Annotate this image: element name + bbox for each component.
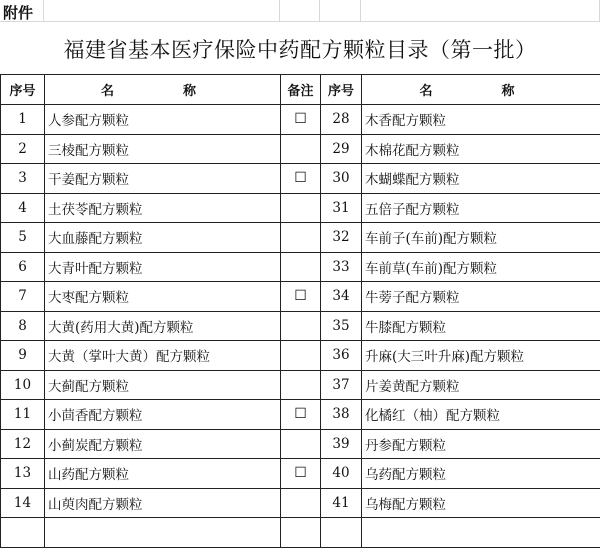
- seq-cell[interactable]: 3: [1, 164, 45, 194]
- header-remark[interactable]: 备注: [281, 75, 321, 105]
- name-cell-2[interactable]: 木蝴蝶配方颗粒: [362, 164, 600, 194]
- remark-checkbox-cell[interactable]: [281, 488, 321, 518]
- name-cell[interactable]: 大蓟配方颗粒: [45, 370, 281, 400]
- seq-cell-2[interactable]: 39: [321, 429, 362, 459]
- seq-cell-2[interactable]: 40: [321, 459, 362, 489]
- header-seq[interactable]: 序号: [1, 75, 45, 105]
- seq-cell[interactable]: 10: [1, 370, 45, 400]
- remark-checkbox-cell[interactable]: [281, 370, 321, 400]
- name-cell-2[interactable]: 木香配方颗粒: [362, 105, 600, 135]
- name-cell[interactable]: 大黄(药用大黄)配方颗粒: [45, 311, 281, 341]
- catalog-table: [0, 74, 600, 548]
- seq-cell-2[interactable]: 37: [321, 370, 362, 400]
- remark-checkbox-cell[interactable]: [281, 311, 321, 341]
- attachment-label: 附件: [3, 2, 33, 23]
- remark-checkbox-cell[interactable]: [281, 429, 321, 459]
- seq-cell-2[interactable]: 28: [321, 105, 362, 135]
- table-row: [1, 282, 600, 312]
- name-cell[interactable]: 山萸肉配方颗粒: [45, 488, 281, 518]
- cell-c1[interactable]: [280, 0, 320, 22]
- seq-cell[interactable]: 1: [1, 105, 45, 135]
- table-row: [1, 488, 600, 518]
- table-row: [1, 400, 600, 430]
- seq-cell-2[interactable]: 31: [321, 193, 362, 223]
- table-row: [1, 429, 600, 459]
- cell-d1[interactable]: [320, 0, 361, 22]
- name-cell-2[interactable]: 化橘红（柚）配方颗粒: [362, 400, 600, 430]
- table-row: [1, 341, 600, 371]
- name-cell-2[interactable]: 车前草(车前)配方颗粒: [362, 252, 600, 282]
- name-cell[interactable]: [45, 518, 281, 548]
- remark-checkbox-cell[interactable]: ☐: [281, 164, 321, 194]
- seq-cell[interactable]: 13: [1, 459, 45, 489]
- seq-cell-2[interactable]: 36: [321, 341, 362, 371]
- table-body: [1, 105, 600, 548]
- name-cell-2[interactable]: 车前子(车前)配方颗粒: [362, 223, 600, 253]
- remark-checkbox-cell[interactable]: ☐: [281, 105, 321, 135]
- name-cell-2[interactable]: 乌梅配方颗粒: [362, 488, 600, 518]
- table-row: [1, 311, 600, 341]
- name-cell[interactable]: 大枣配方颗粒: [45, 282, 281, 312]
- spreadsheet-top-row: [0, 0, 600, 22]
- table-header-row: [1, 75, 600, 105]
- table-row: [1, 370, 600, 400]
- table-row: [1, 164, 600, 194]
- header-name-2[interactable]: 名 称: [362, 75, 600, 105]
- cell-a1[interactable]: [0, 0, 44, 22]
- name-cell[interactable]: 山药配方颗粒: [45, 459, 281, 489]
- seq-cell[interactable]: 11: [1, 400, 45, 430]
- table-row: [1, 134, 600, 164]
- seq-cell[interactable]: 7: [1, 282, 45, 312]
- remark-checkbox-cell[interactable]: [281, 193, 321, 223]
- name-cell[interactable]: 小茴香配方颗粒: [45, 400, 281, 430]
- remark-checkbox-cell[interactable]: [281, 134, 321, 164]
- name-cell[interactable]: 土茯苓配方颗粒: [45, 193, 281, 223]
- name-cell[interactable]: 干姜配方颗粒: [45, 164, 281, 194]
- header-name[interactable]: 名 称: [45, 75, 281, 105]
- name-cell-2[interactable]: 片姜黄配方颗粒: [362, 370, 600, 400]
- seq-cell-2[interactable]: 33: [321, 252, 362, 282]
- name-cell-2[interactable]: 丹参配方颗粒: [362, 429, 600, 459]
- seq-cell-2[interactable]: 41: [321, 488, 362, 518]
- name-cell[interactable]: 三棱配方颗粒: [45, 134, 281, 164]
- seq-cell-2[interactable]: 32: [321, 223, 362, 253]
- name-cell-2[interactable]: 乌药配方颗粒: [362, 459, 600, 489]
- name-cell-2[interactable]: 木棉花配方颗粒: [362, 134, 600, 164]
- seq-cell[interactable]: 2: [1, 134, 45, 164]
- remark-checkbox-cell[interactable]: [281, 518, 321, 548]
- table-row: [1, 193, 600, 223]
- seq-cell[interactable]: 8: [1, 311, 45, 341]
- name-cell[interactable]: 大青叶配方颗粒: [45, 252, 281, 282]
- name-cell[interactable]: 大血藤配方颗粒: [45, 223, 281, 253]
- remark-checkbox-cell[interactable]: [281, 341, 321, 371]
- remark-checkbox-cell[interactable]: [281, 223, 321, 253]
- seq-cell-2[interactable]: 35: [321, 311, 362, 341]
- table-row: [1, 252, 600, 282]
- seq-cell[interactable]: 14: [1, 488, 45, 518]
- seq-cell-2[interactable]: 34: [321, 282, 362, 312]
- table-row: [1, 518, 600, 548]
- seq-cell-2[interactable]: 38: [321, 400, 362, 430]
- seq-cell-2[interactable]: 30: [321, 164, 362, 194]
- name-cell[interactable]: 人参配方颗粒: [45, 105, 281, 135]
- name-cell[interactable]: 大黄（掌叶大黄）配方颗粒: [45, 341, 281, 371]
- seq-cell[interactable]: [1, 518, 45, 548]
- name-cell[interactable]: 小蓟炭配方颗粒: [45, 429, 281, 459]
- name-cell-2[interactable]: 牛蒡子配方颗粒: [362, 282, 600, 312]
- remark-checkbox-cell[interactable]: ☐: [281, 459, 321, 489]
- seq-cell[interactable]: 5: [1, 223, 45, 253]
- document-title: 福建省基本医疗保险中药配方颗粒目录（第一批）: [0, 34, 600, 64]
- seq-cell-2[interactable]: 29: [321, 134, 362, 164]
- remark-checkbox-cell[interactable]: [281, 252, 321, 282]
- seq-cell[interactable]: 12: [1, 429, 45, 459]
- seq-cell[interactable]: 4: [1, 193, 45, 223]
- seq-cell-2[interactable]: [321, 518, 362, 548]
- seq-cell[interactable]: 9: [1, 341, 45, 371]
- table-row: [1, 223, 600, 253]
- cell-e1[interactable]: [361, 0, 600, 22]
- remark-checkbox-cell[interactable]: ☐: [281, 400, 321, 430]
- name-cell-2[interactable]: 升麻(大三叶升麻)配方颗粒: [362, 341, 600, 371]
- header-seq-2[interactable]: 序号: [321, 75, 362, 105]
- name-cell-2[interactable]: 牛膝配方颗粒: [362, 311, 600, 341]
- table-row: [1, 459, 600, 489]
- cell-b1[interactable]: [44, 0, 280, 22]
- remark-checkbox-cell[interactable]: ☐: [281, 282, 321, 312]
- table-row: [1, 105, 600, 135]
- name-cell-2[interactable]: [362, 518, 600, 548]
- seq-cell[interactable]: 6: [1, 252, 45, 282]
- name-cell-2[interactable]: 五倍子配方颗粒: [362, 193, 600, 223]
